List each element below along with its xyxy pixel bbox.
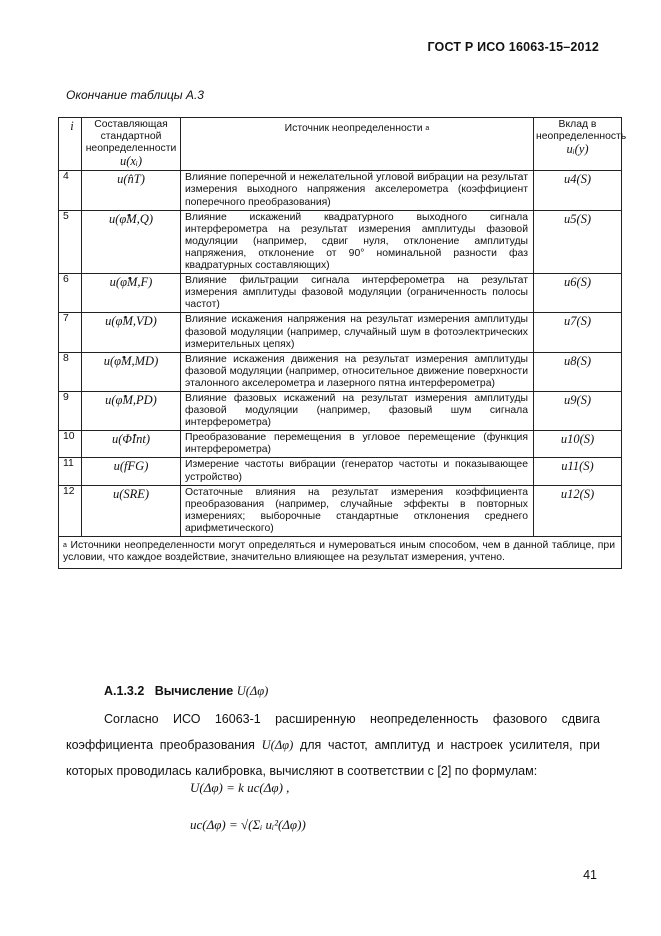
row-index: 10 xyxy=(59,431,82,458)
row-source-text: Влияние поперечной и нежелательной угловой вибрации на результат измерения выходного напряжения акселерометра (коэффициент поперечного преобразования) xyxy=(181,171,534,210)
document-code: ГОСТ Р ИСО 16063-15–2012 xyxy=(427,40,599,54)
table-caption: Окончание таблицы А.3 xyxy=(66,88,204,102)
row-index: 5 xyxy=(59,210,82,273)
table-header-row xyxy=(59,118,622,171)
table-footnote: $^a$ Источники неопределенности могут определяться и нумероваться иным способом, чем в данной таблице, при условии, что каждое воздействие, значительно влияющее на результат измерения, учтено. xyxy=(59,537,622,569)
row-contribution: u10(S) xyxy=(534,431,622,458)
row-source-text: Влияние искажения движения на результат измерения амплитуды фазовой модуляции (например, относительное движение поверхности эталонного акселерометра и лазерного пятна интерферометра) xyxy=(181,352,534,391)
header-component-symbol: u(xᵢ) xyxy=(119,154,143,169)
header-component: Составляющая стандартной неопределенности u(xᵢ) xyxy=(82,118,181,171)
row-contribution: u8(S) xyxy=(534,352,622,391)
table-footnote-row xyxy=(59,537,622,569)
row-contribution: u6(S) xyxy=(534,274,622,313)
row-source-text: Влияние фазовых искажений на результат измерения амплитуды фазовой модуляции (например, фазовый шум сигнала интерферометра) xyxy=(181,391,534,430)
table-row xyxy=(59,171,622,210)
header-footnote-mark: a xyxy=(425,125,430,133)
row-source-text: Влияние искажений квадратурного выходного сигнала интерферометра на результат измерения амплитуды фазовой модуляции (например, сдвиг нуля, отклонение амплитуды напряжения, отклонение от 90° номинальной разности фаз квадратурных составляющих) xyxy=(181,210,534,273)
table-row xyxy=(59,274,622,313)
row-source-text: Измерение частоты вибрации (генератор частоты и показывающее устройство) xyxy=(181,458,534,485)
row-index: 6 xyxy=(59,274,82,313)
row-component-symbol: u(φ̂M,F) xyxy=(82,274,181,313)
page-number: 41 xyxy=(583,868,597,882)
paragraph-symbol: U(Δφ) xyxy=(261,738,294,752)
table-row xyxy=(59,458,622,485)
row-index: 4 xyxy=(59,171,82,210)
row-component-symbol: u(SRE) xyxy=(82,485,181,536)
row-contribution: u12(S) xyxy=(534,485,622,536)
row-source-text: Преобразование перемещения в угловое перемещение (функция интерферометра) xyxy=(181,431,534,458)
header-i: i xyxy=(59,118,82,171)
formula-combined-uncertainty: uc(Δφ) = √(Σᵢ uᵢ²(Δφ)) xyxy=(190,817,306,832)
row-index: 8 xyxy=(59,352,82,391)
row-component-symbol: u(φ̂M,MD) xyxy=(82,352,181,391)
row-contribution: u11(S) xyxy=(534,458,622,485)
row-source-text: Влияние фильтрации сигнала интерферометра на результат измерения амплитуды фазовой модуляции (ограниченность полосы частот) xyxy=(181,274,534,313)
table-row xyxy=(59,313,622,352)
row-index: 7 xyxy=(59,313,82,352)
body-paragraph: Согласно ИСО 16063-1 расширенную неопределенность фазового сдвига коэффициента преобразования U(Δφ) для частот, амплитуд и настроек усилителя, при которых проводилась калибровка, вычисляют в соответствии с [2] по формулам: xyxy=(66,712,600,778)
table-row xyxy=(59,352,622,391)
row-contribution: u4(S) xyxy=(534,171,622,210)
row-index: 9 xyxy=(59,391,82,430)
row-component-symbol: u(n̂T) xyxy=(82,171,181,210)
table-row xyxy=(59,485,622,536)
table-row xyxy=(59,210,622,273)
row-contribution: u7(S) xyxy=(534,313,622,352)
formula-expanded-uncertainty: U(Δφ) = k uc(Δφ) , xyxy=(190,780,290,795)
table-row xyxy=(59,391,622,430)
row-component-symbol: u(Φ̂Int) xyxy=(82,431,181,458)
row-component-symbol: u(φ̂M,Q) xyxy=(82,210,181,273)
header-contribution: Вклад в неопределенность uᵢ(y) xyxy=(534,118,622,171)
row-contribution: u9(S) xyxy=(534,391,622,430)
section-symbol: U(Δφ) xyxy=(236,684,269,698)
row-source-text: Остаточные влияния на результат измерения коэффициента преобразования (например, случайные эффекты в повторных измерениях; выборочные стандартные отклонения среднего арифметического) xyxy=(181,485,534,536)
row-component-symbol: u(φ̂M,PD) xyxy=(82,391,181,430)
row-component-symbol: u(fFG) xyxy=(82,458,181,485)
uncertainty-table xyxy=(58,117,627,569)
row-index: 12 xyxy=(59,485,82,536)
table-row xyxy=(59,431,622,458)
header-contribution-symbol: uᵢ(y) xyxy=(566,142,589,157)
section-heading: А.1.3.2 Вычисление U(Δφ) xyxy=(104,684,269,698)
header-source: Источник неопределенности $^a$ xyxy=(181,118,534,171)
row-index: 11 xyxy=(59,458,82,485)
row-contribution: u5(S) xyxy=(534,210,622,273)
row-source-text: Влияние искажения напряжения на результат измерения амплитуды фазовой модуляции (например, случайный шум в фотоэлектрических измерительных цепях) xyxy=(181,313,534,352)
row-component-symbol: u(φ̂M,VD) xyxy=(82,313,181,352)
